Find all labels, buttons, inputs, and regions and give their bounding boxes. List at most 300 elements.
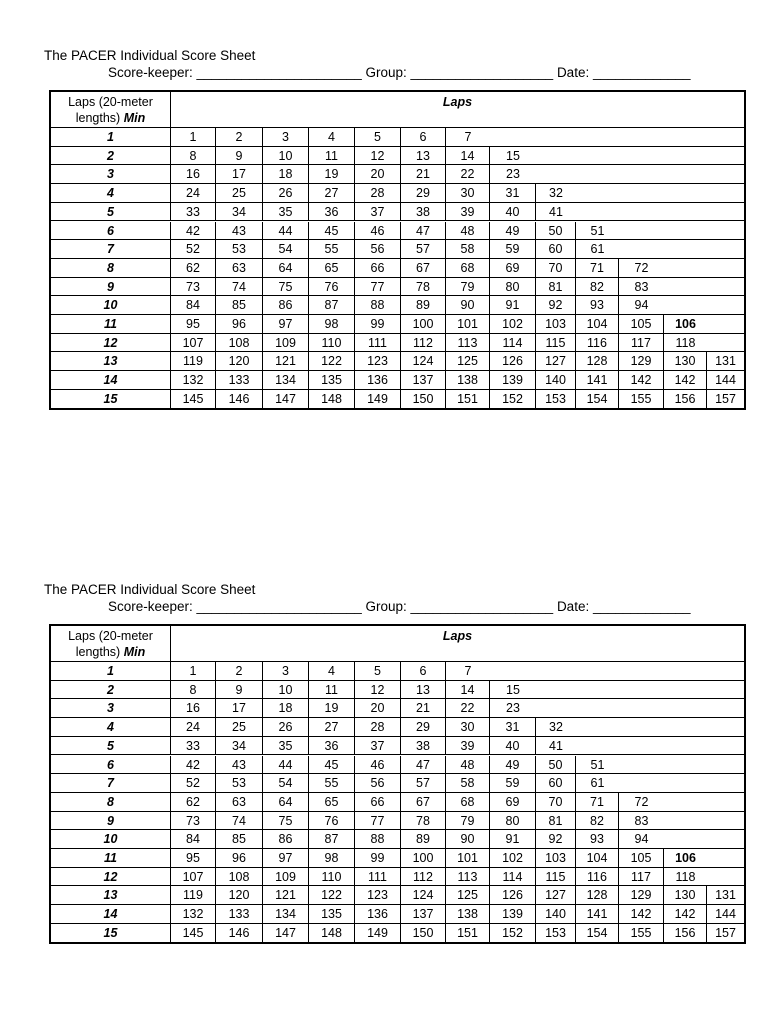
- lap-cell[interactable]: 91: [490, 296, 536, 315]
- lap-cell[interactable]: 13: [401, 147, 446, 166]
- lap-cell[interactable]: 52: [171, 240, 216, 259]
- lap-cell[interactable]: 32: [549, 720, 563, 735]
- lap-cell[interactable]: 74: [216, 278, 263, 297]
- lap-cell[interactable]: 50: [536, 222, 576, 241]
- lap-cell[interactable]: 5: [355, 662, 401, 681]
- lap-cell[interactable]: 136: [355, 371, 401, 390]
- lap-cell[interactable]: 10: [263, 681, 309, 700]
- lap-cell[interactable]: 125: [446, 886, 490, 905]
- lap-cell[interactable]: 148: [309, 390, 355, 409]
- lap-cell[interactable]: 63: [216, 793, 263, 812]
- lap-cell[interactable]: 150: [401, 390, 446, 409]
- lap-cell[interactable]: 149: [355, 390, 401, 409]
- lap-cell[interactable]: 122: [309, 886, 355, 905]
- lap-cell[interactable]: 138: [446, 905, 490, 924]
- lap-cell[interactable]: 109: [263, 868, 309, 887]
- lap-cell[interactable]: 125: [446, 352, 490, 371]
- lap-cell[interactable]: 85: [216, 296, 263, 315]
- date-field[interactable]: Date: _____________: [556, 65, 691, 80]
- lap-cell[interactable]: 49: [490, 222, 536, 241]
- lap-cell[interactable]: 121: [263, 352, 309, 371]
- lap-cell[interactable]: 28: [355, 184, 401, 203]
- lap-cell[interactable]: 154: [576, 390, 619, 409]
- lap-cell[interactable]: 99: [355, 849, 401, 868]
- lap-cell[interactable]: 102: [490, 315, 536, 334]
- lap-cell[interactable]: 139: [490, 905, 536, 924]
- lap-cell[interactable]: 114: [490, 334, 536, 353]
- lap-cell[interactable]: 19: [309, 699, 355, 718]
- lap-cell[interactable]: 142: [664, 371, 707, 390]
- lap-cell[interactable]: 62: [171, 259, 216, 278]
- lap-cell[interactable]: 112: [401, 868, 446, 887]
- lap-cell[interactable]: 8: [171, 147, 216, 166]
- lap-cell[interactable]: 113: [446, 868, 490, 887]
- lap-cell[interactable]: 153: [536, 390, 576, 409]
- lap-cell[interactable]: 4: [309, 662, 355, 681]
- lap-cell[interactable]: 94: [634, 832, 649, 847]
- lap-cell[interactable]: 14: [446, 147, 490, 166]
- lap-cell[interactable]: 126: [490, 886, 536, 905]
- lap-cell[interactable]: 12: [355, 147, 401, 166]
- lap-cell[interactable]: 78: [401, 278, 446, 297]
- lap-cell[interactable]: 33: [171, 203, 216, 222]
- lap-cell[interactable]: 152: [490, 924, 536, 943]
- lap-cell[interactable]: 155: [619, 390, 664, 409]
- lap-cell[interactable]: 20: [355, 165, 401, 184]
- lap-cell[interactable]: 118: [675, 335, 696, 350]
- lap-cell[interactable]: 150: [401, 924, 446, 943]
- lap-cell[interactable]: 108: [216, 334, 263, 353]
- lap-cell[interactable]: 105: [619, 315, 664, 334]
- lap-cell[interactable]: 43: [216, 756, 263, 775]
- group-field[interactable]: Group: ___________________: [365, 65, 554, 80]
- lap-cell[interactable]: 144: [715, 373, 736, 388]
- lap-cell[interactable]: 66: [355, 259, 401, 278]
- lap-cell[interactable]: 44: [263, 222, 309, 241]
- lap-cell[interactable]: 87: [309, 830, 355, 849]
- lap-cell[interactable]: 53: [216, 240, 263, 259]
- lap-cell[interactable]: 38: [401, 737, 446, 756]
- lap-cell[interactable]: 155: [619, 924, 664, 943]
- lap-cell[interactable]: 137: [401, 905, 446, 924]
- lap-cell[interactable]: 134: [263, 371, 309, 390]
- lap-cell[interactable]: 58: [446, 774, 490, 793]
- lap-cell[interactable]: 97: [263, 315, 309, 334]
- lap-cell[interactable]: 137: [401, 371, 446, 390]
- lap-cell[interactable]: 115: [536, 334, 576, 353]
- lap-cell[interactable]: 31: [490, 184, 536, 203]
- lap-cell[interactable]: 8: [171, 681, 216, 700]
- lap-cell[interactable]: 2: [216, 128, 263, 147]
- lap-cell[interactable]: 132: [171, 905, 216, 924]
- lap-cell[interactable]: 82: [576, 278, 619, 297]
- lap-cell[interactable]: 132: [171, 371, 216, 390]
- lap-cell[interactable]: 29: [401, 184, 446, 203]
- lap-cell[interactable]: 79: [446, 278, 490, 297]
- lap-cell[interactable]: 39: [446, 203, 490, 222]
- lap-cell[interactable]: 1: [171, 128, 216, 147]
- lap-cell[interactable]: 65: [309, 793, 355, 812]
- lap-cell[interactable]: 68: [446, 793, 490, 812]
- lap-cell[interactable]: 74: [216, 812, 263, 831]
- lap-cell[interactable]: 19: [309, 165, 355, 184]
- lap-cell[interactable]: 110: [309, 868, 355, 887]
- lap-cell[interactable]: 131: [715, 888, 736, 903]
- lap-cell[interactable]: 11: [309, 681, 355, 700]
- lap-cell[interactable]: 69: [490, 259, 536, 278]
- lap-cell[interactable]: 23: [506, 701, 520, 716]
- lap-cell[interactable]: 52: [171, 774, 216, 793]
- lap-cell[interactable]: 54: [263, 774, 309, 793]
- lap-cell[interactable]: 98: [309, 315, 355, 334]
- lap-cell[interactable]: 124: [401, 352, 446, 371]
- lap-cell[interactable]: 62: [171, 793, 216, 812]
- lap-cell[interactable]: 113: [446, 334, 490, 353]
- lap-cell[interactable]: 109: [263, 334, 309, 353]
- lap-cell[interactable]: 27: [309, 184, 355, 203]
- lap-cell[interactable]: 142: [619, 905, 664, 924]
- lap-cell[interactable]: 64: [263, 793, 309, 812]
- lap-cell[interactable]: 79: [446, 812, 490, 831]
- lap-cell[interactable]: 110: [309, 334, 355, 353]
- lap-cell[interactable]: 48: [446, 222, 490, 241]
- lap-cell[interactable]: 77: [355, 278, 401, 297]
- lap-cell[interactable]: 41: [549, 204, 563, 219]
- lap-cell[interactable]: 2: [216, 662, 263, 681]
- lap-cell[interactable]: 100: [401, 849, 446, 868]
- lap-cell[interactable]: 7: [464, 130, 472, 144]
- lap-cell[interactable]: 78: [401, 812, 446, 831]
- lap-cell[interactable]: 13: [401, 681, 446, 700]
- lap-cell[interactable]: 15: [506, 148, 520, 163]
- lap-cell[interactable]: 131: [715, 354, 736, 369]
- lap-cell[interactable]: 147: [263, 390, 309, 409]
- lap-cell[interactable]: 106: [675, 317, 696, 331]
- lap-cell[interactable]: 17: [216, 699, 263, 718]
- lap-cell[interactable]: 42: [171, 222, 216, 241]
- lap-cell[interactable]: 88: [355, 296, 401, 315]
- lap-cell[interactable]: 104: [576, 849, 619, 868]
- lap-cell[interactable]: 86: [263, 830, 309, 849]
- lap-cell[interactable]: 15: [506, 682, 520, 697]
- lap-cell[interactable]: 83: [634, 279, 649, 294]
- lap-cell[interactable]: 123: [355, 886, 401, 905]
- lap-cell[interactable]: 154: [576, 924, 619, 943]
- lap-cell[interactable]: 82: [576, 812, 619, 831]
- lap-cell[interactable]: 85: [216, 830, 263, 849]
- lap-cell[interactable]: 60: [536, 240, 576, 259]
- lap-cell[interactable]: 24: [171, 718, 216, 737]
- lap-cell[interactable]: 135: [309, 905, 355, 924]
- lap-cell[interactable]: 18: [263, 699, 309, 718]
- lap-cell[interactable]: 11: [309, 147, 355, 166]
- lap-cell[interactable]: 39: [446, 737, 490, 756]
- date-field[interactable]: Date: _____________: [556, 599, 691, 614]
- lap-cell[interactable]: 47: [401, 756, 446, 775]
- lap-cell[interactable]: 128: [576, 352, 619, 371]
- lap-cell[interactable]: 59: [490, 240, 536, 259]
- lap-cell[interactable]: 93: [576, 296, 619, 315]
- lap-cell[interactable]: 51: [590, 757, 605, 772]
- lap-cell[interactable]: 146: [216, 390, 263, 409]
- lap-cell[interactable]: 80: [490, 278, 536, 297]
- lap-cell[interactable]: 89: [401, 296, 446, 315]
- lap-cell[interactable]: 36: [309, 203, 355, 222]
- lap-cell[interactable]: 92: [536, 830, 576, 849]
- lap-cell[interactable]: 120: [216, 352, 263, 371]
- lap-cell[interactable]: 7: [464, 664, 472, 678]
- lap-cell[interactable]: 42: [171, 756, 216, 775]
- lap-cell[interactable]: 134: [263, 905, 309, 924]
- lap-cell[interactable]: 127: [536, 886, 576, 905]
- lap-cell[interactable]: 84: [171, 296, 216, 315]
- lap-cell[interactable]: 142: [619, 371, 664, 390]
- lap-cell[interactable]: 115: [536, 868, 576, 887]
- lap-cell[interactable]: 64: [263, 259, 309, 278]
- lap-cell[interactable]: 50: [536, 756, 576, 775]
- lap-cell[interactable]: 95: [171, 849, 216, 868]
- lap-cell[interactable]: 153: [536, 924, 576, 943]
- lap-cell[interactable]: 37: [355, 737, 401, 756]
- lap-cell[interactable]: 70: [536, 259, 576, 278]
- lap-cell[interactable]: 145: [171, 390, 216, 409]
- lap-cell[interactable]: 157: [715, 391, 736, 406]
- lap-cell[interactable]: 123: [355, 352, 401, 371]
- lap-cell[interactable]: 93: [576, 830, 619, 849]
- lap-cell[interactable]: 37: [355, 203, 401, 222]
- lap-cell[interactable]: 47: [401, 222, 446, 241]
- lap-cell[interactable]: 16: [171, 699, 216, 718]
- lap-cell[interactable]: 80: [490, 812, 536, 831]
- lap-cell[interactable]: 72: [634, 260, 649, 275]
- lap-cell[interactable]: 102: [490, 849, 536, 868]
- lap-cell[interactable]: 129: [619, 352, 664, 371]
- lap-cell[interactable]: 105: [619, 849, 664, 868]
- lap-cell[interactable]: 99: [355, 315, 401, 334]
- lap-cell[interactable]: 68: [446, 259, 490, 278]
- lap-cell[interactable]: 17: [216, 165, 263, 184]
- lap-cell[interactable]: 34: [216, 737, 263, 756]
- lap-cell[interactable]: 111: [355, 334, 401, 353]
- lap-cell[interactable]: 151: [446, 390, 490, 409]
- lap-cell[interactable]: 151: [446, 924, 490, 943]
- lap-cell[interactable]: 72: [634, 794, 649, 809]
- lap-cell[interactable]: 71: [576, 793, 619, 812]
- lap-cell[interactable]: 83: [634, 813, 649, 828]
- lap-cell[interactable]: 156: [664, 390, 707, 409]
- lap-cell[interactable]: 144: [715, 907, 736, 922]
- lap-cell[interactable]: 103: [536, 315, 576, 334]
- lap-cell[interactable]: 55: [309, 240, 355, 259]
- lap-cell[interactable]: 124: [401, 886, 446, 905]
- lap-cell[interactable]: 25: [216, 184, 263, 203]
- lap-cell[interactable]: 101: [446, 315, 490, 334]
- lap-cell[interactable]: 27: [309, 718, 355, 737]
- lap-cell[interactable]: 90: [446, 296, 490, 315]
- lap-cell[interactable]: 46: [355, 222, 401, 241]
- lap-cell[interactable]: 116: [576, 334, 619, 353]
- lap-cell[interactable]: 75: [263, 278, 309, 297]
- lap-cell[interactable]: 86: [263, 296, 309, 315]
- lap-cell[interactable]: 23: [506, 167, 520, 182]
- lap-cell[interactable]: 45: [309, 222, 355, 241]
- lap-cell[interactable]: 22: [446, 165, 490, 184]
- lap-cell[interactable]: 76: [309, 278, 355, 297]
- lap-cell[interactable]: 81: [536, 812, 576, 831]
- lap-cell[interactable]: 92: [536, 296, 576, 315]
- lap-cell[interactable]: 10: [263, 147, 309, 166]
- lap-cell[interactable]: 53: [216, 774, 263, 793]
- lap-cell[interactable]: 16: [171, 165, 216, 184]
- lap-cell[interactable]: 129: [619, 886, 664, 905]
- lap-cell[interactable]: 103: [536, 849, 576, 868]
- lap-cell[interactable]: 60: [536, 774, 576, 793]
- lap-cell[interactable]: 88: [355, 830, 401, 849]
- lap-cell[interactable]: 81: [536, 278, 576, 297]
- lap-cell[interactable]: 67: [401, 793, 446, 812]
- lap-cell[interactable]: 96: [216, 315, 263, 334]
- lap-cell[interactable]: 25: [216, 718, 263, 737]
- lap-cell[interactable]: 118: [675, 869, 696, 884]
- lap-cell[interactable]: 127: [536, 352, 576, 371]
- lap-cell[interactable]: 84: [171, 830, 216, 849]
- lap-cell[interactable]: 40: [490, 203, 536, 222]
- lap-cell[interactable]: 130: [664, 352, 707, 371]
- lap-cell[interactable]: 133: [216, 371, 263, 390]
- lap-cell[interactable]: 58: [446, 240, 490, 259]
- lap-cell[interactable]: 100: [401, 315, 446, 334]
- lap-cell[interactable]: 96: [216, 849, 263, 868]
- lap-cell[interactable]: 77: [355, 812, 401, 831]
- lap-cell[interactable]: 56: [355, 774, 401, 793]
- lap-cell[interactable]: 3: [263, 128, 309, 147]
- lap-cell[interactable]: 43: [216, 222, 263, 241]
- lap-cell[interactable]: 119: [171, 886, 216, 905]
- lap-cell[interactable]: 33: [171, 737, 216, 756]
- lap-cell[interactable]: 41: [549, 738, 563, 753]
- lap-cell[interactable]: 145: [171, 924, 216, 943]
- lap-cell[interactable]: 67: [401, 259, 446, 278]
- lap-cell[interactable]: 94: [634, 298, 649, 313]
- lap-cell[interactable]: 28: [355, 718, 401, 737]
- scorekeeper-field[interactable]: Score-keeper: ______________________: [108, 599, 362, 614]
- lap-cell[interactable]: 156: [664, 924, 707, 943]
- lap-cell[interactable]: 12: [355, 681, 401, 700]
- lap-cell[interactable]: 9: [216, 681, 263, 700]
- lap-cell[interactable]: 4: [309, 128, 355, 147]
- lap-cell[interactable]: 130: [664, 886, 707, 905]
- lap-cell[interactable]: 6: [401, 662, 446, 681]
- lap-cell[interactable]: 141: [576, 905, 619, 924]
- lap-cell[interactable]: 24: [171, 184, 216, 203]
- lap-cell[interactable]: 66: [355, 793, 401, 812]
- lap-cell[interactable]: 97: [263, 849, 309, 868]
- lap-cell[interactable]: 140: [536, 371, 576, 390]
- lap-cell[interactable]: 49: [490, 756, 536, 775]
- lap-cell[interactable]: 61: [590, 242, 605, 257]
- lap-cell[interactable]: 75: [263, 812, 309, 831]
- lap-cell[interactable]: 59: [490, 774, 536, 793]
- lap-cell[interactable]: 104: [576, 315, 619, 334]
- lap-cell[interactable]: 40: [490, 737, 536, 756]
- lap-cell[interactable]: 14: [446, 681, 490, 700]
- lap-cell[interactable]: 121: [263, 886, 309, 905]
- lap-cell[interactable]: 126: [490, 352, 536, 371]
- lap-cell[interactable]: 140: [536, 905, 576, 924]
- lap-cell[interactable]: 135: [309, 371, 355, 390]
- lap-cell[interactable]: 21: [401, 165, 446, 184]
- lap-cell[interactable]: 91: [490, 830, 536, 849]
- lap-cell[interactable]: 87: [309, 296, 355, 315]
- lap-cell[interactable]: 76: [309, 812, 355, 831]
- lap-cell[interactable]: 61: [590, 776, 605, 791]
- lap-cell[interactable]: 122: [309, 352, 355, 371]
- lap-cell[interactable]: 117: [619, 334, 664, 353]
- lap-cell[interactable]: 57: [401, 240, 446, 259]
- lap-cell[interactable]: 128: [576, 886, 619, 905]
- lap-cell[interactable]: 26: [263, 184, 309, 203]
- lap-cell[interactable]: 146: [216, 924, 263, 943]
- lap-cell[interactable]: 44: [263, 756, 309, 775]
- lap-cell[interactable]: 141: [576, 371, 619, 390]
- lap-cell[interactable]: 51: [590, 223, 605, 238]
- lap-cell[interactable]: 29: [401, 718, 446, 737]
- lap-cell[interactable]: 21: [401, 699, 446, 718]
- lap-cell[interactable]: 56: [355, 240, 401, 259]
- lap-cell[interactable]: 35: [263, 203, 309, 222]
- lap-cell[interactable]: 107: [171, 868, 216, 887]
- lap-cell[interactable]: 69: [490, 793, 536, 812]
- lap-cell[interactable]: 111: [355, 868, 401, 887]
- lap-cell[interactable]: 73: [171, 812, 216, 831]
- lap-cell[interactable]: 117: [619, 868, 664, 887]
- lap-cell[interactable]: 31: [490, 718, 536, 737]
- lap-cell[interactable]: 71: [576, 259, 619, 278]
- lap-cell[interactable]: 34: [216, 203, 263, 222]
- lap-cell[interactable]: 20: [355, 699, 401, 718]
- lap-cell[interactable]: 142: [664, 905, 707, 924]
- lap-cell[interactable]: 63: [216, 259, 263, 278]
- lap-cell[interactable]: 48: [446, 756, 490, 775]
- lap-cell[interactable]: 46: [355, 756, 401, 775]
- lap-cell[interactable]: 38: [401, 203, 446, 222]
- lap-cell[interactable]: 90: [446, 830, 490, 849]
- lap-cell[interactable]: 18: [263, 165, 309, 184]
- lap-cell[interactable]: 138: [446, 371, 490, 390]
- lap-cell[interactable]: 70: [536, 793, 576, 812]
- lap-cell[interactable]: 1: [171, 662, 216, 681]
- lap-cell[interactable]: 139: [490, 371, 536, 390]
- lap-cell[interactable]: 101: [446, 849, 490, 868]
- lap-cell[interactable]: 114: [490, 868, 536, 887]
- lap-cell[interactable]: 6: [401, 128, 446, 147]
- lap-cell[interactable]: 54: [263, 240, 309, 259]
- lap-cell[interactable]: 95: [171, 315, 216, 334]
- lap-cell[interactable]: 73: [171, 278, 216, 297]
- lap-cell[interactable]: 9: [216, 147, 263, 166]
- lap-cell[interactable]: 26: [263, 718, 309, 737]
- lap-cell[interactable]: 65: [309, 259, 355, 278]
- lap-cell[interactable]: 32: [549, 186, 563, 201]
- lap-cell[interactable]: 116: [576, 868, 619, 887]
- lap-cell[interactable]: 35: [263, 737, 309, 756]
- lap-cell[interactable]: 136: [355, 905, 401, 924]
- lap-cell[interactable]: 147: [263, 924, 309, 943]
- lap-cell[interactable]: 152: [490, 390, 536, 409]
- lap-cell[interactable]: 30: [446, 718, 490, 737]
- lap-cell[interactable]: 45: [309, 756, 355, 775]
- lap-cell[interactable]: 107: [171, 334, 216, 353]
